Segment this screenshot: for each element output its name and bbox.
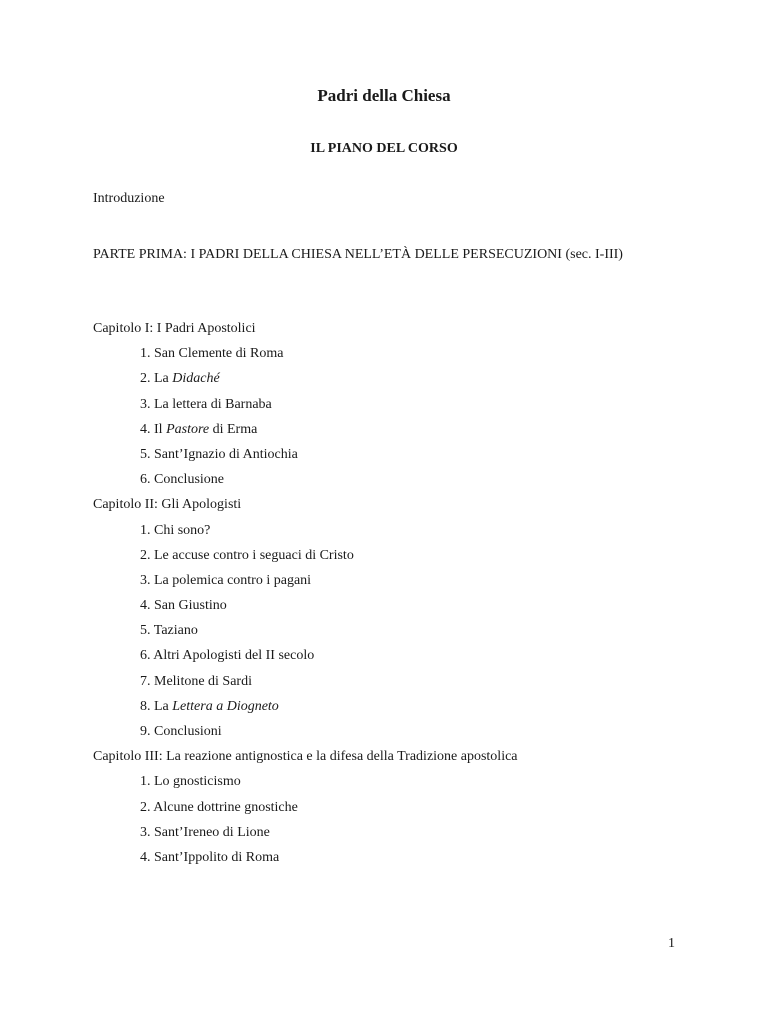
- item-text: Alcune dottrine gnostiche: [153, 799, 298, 815]
- item-number: 3.: [140, 824, 151, 840]
- item-text: La lettera di Barnaba: [154, 396, 272, 412]
- item-number: 8.: [140, 698, 151, 714]
- item-text: Sant’Ignazio di Antiochia: [154, 446, 298, 462]
- item-number: 1.: [140, 346, 151, 362]
- table-of-contents: [93, 316, 693, 870]
- item-number: 2.: [140, 547, 151, 563]
- item-number: 4.: [140, 598, 151, 614]
- chapter-item: [93, 719, 693, 744]
- item-title-italic: Lettera a Diogneto: [172, 698, 279, 714]
- item-number: 5.: [140, 623, 151, 639]
- chapter-item: [93, 417, 693, 442]
- chapter-heading: Capitolo III: La reazione antignostica e la difesa della Tradizione apostolica: [93, 749, 518, 765]
- item-text: San Clemente di Roma: [154, 346, 284, 362]
- item-number: 6.: [140, 648, 151, 664]
- item-number: 2.: [140, 799, 151, 815]
- chapter-item: [93, 366, 693, 391]
- document-title: Padri della Chiesa: [317, 86, 451, 105]
- chapter-item: [93, 820, 693, 845]
- chapter-item: [93, 669, 693, 694]
- item-text: Sant’Ireneo di Lione: [154, 824, 270, 840]
- chapter-item: [93, 341, 693, 366]
- chapter-item: [93, 392, 693, 417]
- item-text: Conclusioni: [154, 724, 222, 739]
- item-title-italic: Didaché: [172, 371, 220, 387]
- item-number: 4.: [140, 421, 151, 437]
- item-text: San Giustino: [154, 598, 227, 614]
- item-number: 1.: [140, 522, 151, 538]
- item-text: La: [154, 371, 173, 387]
- chapter-item: [93, 795, 693, 820]
- document-subtitle: IL PIANO DEL CORSO: [310, 141, 458, 156]
- chapter-item: [93, 593, 693, 618]
- chapter-item: [93, 845, 693, 870]
- page-number: 1: [668, 936, 675, 951]
- item-text: Lo gnosticismo: [154, 774, 241, 790]
- chapter-item: [93, 518, 693, 543]
- chapter-heading: Capitolo I: I Padri Apostolici: [93, 321, 256, 336]
- chapter-heading: Capitolo II: Gli Apologisti: [93, 497, 242, 513]
- chapter-item: [93, 442, 693, 467]
- chapter-item: [93, 694, 693, 719]
- item-number: 4.: [140, 849, 151, 865]
- item-text: La polemica contro i pagani: [154, 572, 312, 588]
- item-text-suffix: di Erma: [209, 421, 258, 437]
- item-text: Altri Apologisti del II secolo: [153, 648, 315, 664]
- chapter-item: [93, 643, 693, 668]
- item-text: La: [154, 698, 173, 714]
- item-text: Conclusione: [154, 472, 224, 488]
- item-number: 3.: [140, 572, 151, 588]
- item-title-italic: Pastore: [166, 421, 210, 437]
- item-text: Sant’Ippolito di Roma: [154, 849, 280, 865]
- item-number: 1.: [140, 774, 151, 790]
- chapter-item: [93, 568, 693, 593]
- introduction-heading: Introduzione: [93, 191, 165, 206]
- item-text: Melitone di Sardi: [154, 673, 252, 689]
- item-number: 7.: [140, 673, 151, 689]
- item-number: 9.: [140, 724, 151, 739]
- part-one-heading: PARTE PRIMA: I PADRI DELLA CHIESA NELL’ETÀ DELLE PERSECUZIONI (sec. I-III): [93, 247, 623, 262]
- item-number: 3.: [140, 396, 151, 412]
- chapter-item: [93, 467, 693, 492]
- item-number: 6.: [140, 472, 151, 488]
- chapter-item: [93, 769, 693, 794]
- chapter-item: [93, 618, 693, 643]
- item-text: Chi sono?: [154, 522, 211, 538]
- item-number: 5.: [140, 446, 151, 462]
- item-number: 2.: [140, 371, 151, 387]
- item-text: Taziano: [153, 623, 198, 639]
- chapter-item: [93, 543, 693, 568]
- item-text: Il: [154, 421, 167, 437]
- item-text: Le accuse contro i seguaci di Cristo: [154, 547, 354, 563]
